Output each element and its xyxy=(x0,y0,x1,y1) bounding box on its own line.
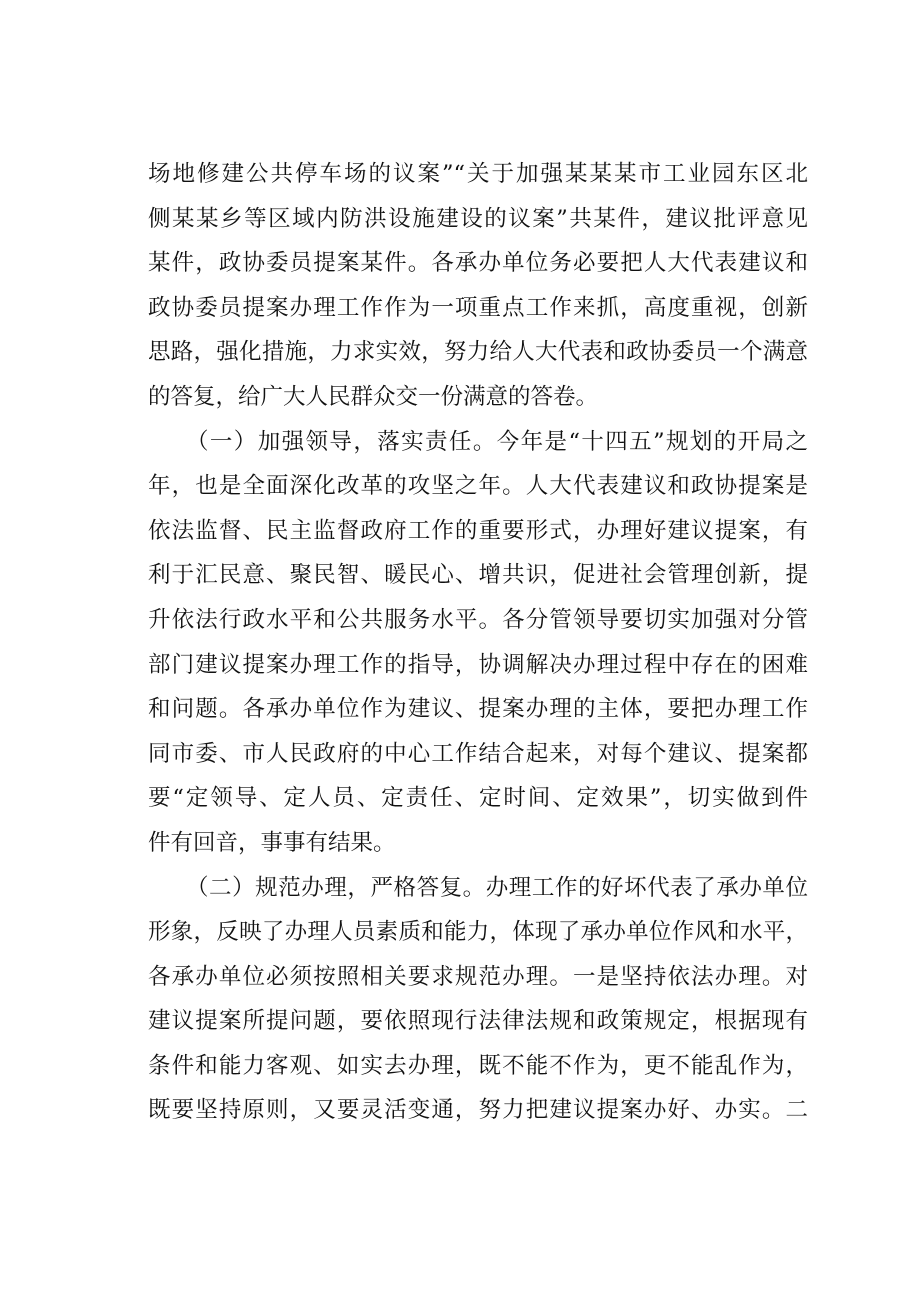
text-line: 要“定领导、定人员、定责任、定时间、定效果”，切实做到件 xyxy=(148,785,808,812)
text-line: 和问题。各承办单位作为建议、提案办理的主体，要把办理工作 xyxy=(148,696,808,723)
text-line: 依法监督、民主监督政府工作的重要形式，办理好建议提案，有 xyxy=(148,517,808,544)
paragraph-heading-line: （一）加强领导，落实责任。今年是“十四五”规划的开局之 xyxy=(186,428,808,455)
text-line: 同市委、市人民政府的中心工作结合起来，对每个建议、提案都 xyxy=(148,740,808,767)
text-line: 思路，强化措施，力求实效，努力给人大代表和政协委员一个满意 xyxy=(148,339,808,366)
document-body xyxy=(148,152,808,1133)
text-line: 建议提案所提问题，要依照现行法律法规和政策规定，根据现有 xyxy=(148,1008,808,1035)
text-line: 场地修建公共停车场的议案”“关于加强某某某市工业园东区北 xyxy=(148,161,808,187)
text-line: 条件和能力客观、如实去办理，既不能不作为，更不能乱作为， xyxy=(148,1052,808,1079)
text-line: 侧某某乡等区域内防洪设施建设的议案”共某件，建议批评意见 xyxy=(148,205,808,232)
text-line: 利于汇民意、聚民智、暖民心、增共识，促进社会管理创新，提 xyxy=(148,562,808,589)
paragraph-heading-line: （二）规范办理，严格答复。办理工作的好坏代表了承办单位 xyxy=(186,874,808,901)
text-line: 某件，政协委员提案某件。各承办单位务必要把人大代表建议和 xyxy=(148,250,808,277)
text-line: 部门建议提案办理工作的指导，协调解决办理过程中存在的困难 xyxy=(148,651,808,678)
text-line: 升依法行政水平和公共服务水平。各分管领导要切实加强对分管 xyxy=(148,606,808,633)
text-line: 年，也是全面深化改革的攻坚之年。人大代表建议和政协提案是 xyxy=(148,473,808,500)
text-line: 各承办单位必须按照相关要求规范办理。一是坚持依法办理。对 xyxy=(148,963,808,990)
text-line: 形象，反映了办理人员素质和能力，体现了承办单位作风和水平， xyxy=(148,919,808,946)
text-line: 政协委员提案办理工作作为一项重点工作来抓，高度重视，创新 xyxy=(148,294,808,321)
text-line: 件有回音，事事有结果。 xyxy=(148,829,396,856)
text-line: 既要坚持原则，又要灵活变通，努力把建议提案办好、办实。二 xyxy=(148,1097,808,1124)
text-line: 的答复，给广大人民群众交一份满意的答卷。 xyxy=(148,383,599,410)
